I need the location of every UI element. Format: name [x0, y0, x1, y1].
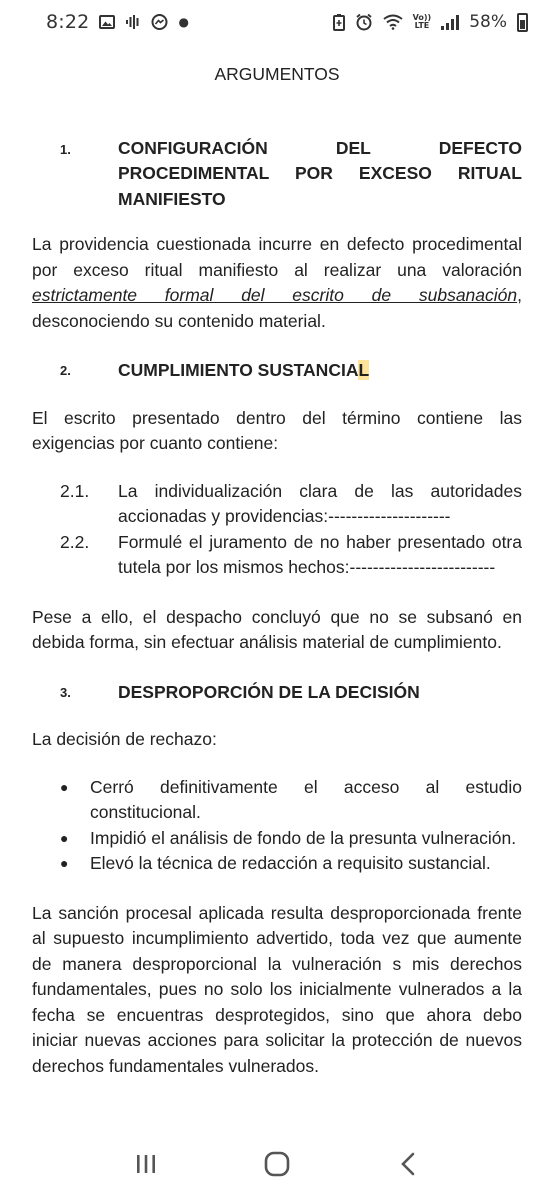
bullet-text: Cerró definitivamente el acceso al estudio constitucional.	[90, 776, 522, 822]
list-item-number: 2.1.	[60, 480, 90, 501]
volte-label: Vo))	[412, 13, 432, 22]
list-item-text: Formulé el juramento de no haber presentado otra tutela por los mismos hechos:-------------------------	[118, 531, 522, 577]
lte-indicator	[413, 14, 432, 30]
section-3-heading	[60, 680, 522, 706]
section-3-number: 3.	[60, 684, 71, 700]
back-button[interactable]	[378, 1146, 438, 1186]
battery-icon	[517, 13, 528, 32]
bullet-icon: ●	[60, 829, 69, 846]
bullet-icon: ●	[60, 855, 69, 871]
section-3-paragraph-1: La decisión de rechazo:	[32, 729, 217, 749]
bullet-text: Impidió el análisis de fondo de la presunta vulneración.	[90, 827, 517, 848]
messenger-icon	[151, 14, 168, 31]
battery-saver-icon	[333, 14, 345, 31]
section-1-title: CONFIGURACIÓN DEL DEFECTO PROCEDIMENTAL POR EXCESO RITUAL MANIFIESTO	[118, 137, 522, 209]
section-1-number: 1.	[60, 141, 71, 157]
bullet-item	[60, 851, 522, 877]
recents-button[interactable]	[116, 1146, 176, 1186]
section-3-title: DESPROPORCIÓN DE LA DECISIÓN	[118, 681, 420, 702]
alarm-icon	[355, 13, 373, 31]
section-1-text-b: , desconociendo su contenido material.	[32, 285, 522, 331]
gallery-icon	[99, 15, 115, 29]
status-left	[46, 11, 189, 33]
wifi-icon	[383, 14, 403, 30]
home-button[interactable]	[247, 1146, 307, 1186]
bullet-text: Elevó la técnica de redacción a requisito sustancial.	[90, 853, 491, 873]
battery-percent: 58%	[469, 12, 507, 32]
status-bar	[0, 0, 554, 44]
bullet-item	[60, 826, 522, 852]
document-body	[32, 62, 522, 1079]
back-icon	[400, 1152, 416, 1181]
status-right	[333, 12, 528, 32]
text-cursor-highlight[interactable]: L	[358, 360, 370, 380]
list-item-number: 2.2.	[60, 531, 90, 552]
document-title: ARGUMENTOS	[214, 64, 340, 84]
bullet-item	[60, 775, 522, 826]
list-item	[60, 530, 522, 581]
voice-recorder-icon	[125, 14, 141, 30]
section-2-title-main: CUMPLIMIENTO SUSTANCIA	[118, 360, 359, 380]
list-item	[60, 479, 522, 530]
section-2-heading	[60, 358, 522, 384]
section-1-heading	[60, 136, 522, 213]
section-2-number: 2.	[60, 363, 71, 378]
section-1-text-a: La providencia cuestionada incurre en defecto procedimental por exceso ritual manifiesto al realizar una valoración	[32, 234, 522, 280]
recents-icon	[136, 1153, 156, 1180]
list-item-text: La individualización clara de las autoridades accionadas y providencias:---------------------	[118, 480, 522, 526]
section-1-underlined-text: estrictamente formal del escrito de subsanación	[32, 285, 518, 305]
status-time: 8:22	[46, 11, 90, 33]
section-2-paragraph-1: El escrito presentado dentro del término contiene las exigencias por cuanto contiene:	[32, 407, 522, 453]
section-2-paragraph-2: Pese a ello, el despacho concluyó que no se subsanó en debida forma, sin efectuar análisis material de cumplimiento.	[32, 606, 522, 652]
section-3-paragraph-2: La sanción procesal aplicada resulta desproporcionada frente al supuesto incumplimiento advertido, toda vez que aumente de manera desproporcional la vulneración s mis derechos fundamentales, pues no solo los inicialmente vulnerados a la fecha se encuentras desprotegidos, sino que ahora debo iniciar nuevas acciones para solicitar la protección de nuevos derechos fundamentales vulnerados.	[32, 902, 522, 1076]
notification-dot-icon: ●	[178, 15, 189, 29]
signal-icon	[441, 14, 459, 30]
home-icon	[264, 1151, 290, 1182]
section-2-title	[118, 358, 522, 384]
lte-label: LTE	[414, 21, 430, 30]
section-1-paragraph	[32, 232, 522, 334]
bullet-icon: ●	[60, 778, 69, 795]
navigation-bar	[0, 1146, 554, 1186]
